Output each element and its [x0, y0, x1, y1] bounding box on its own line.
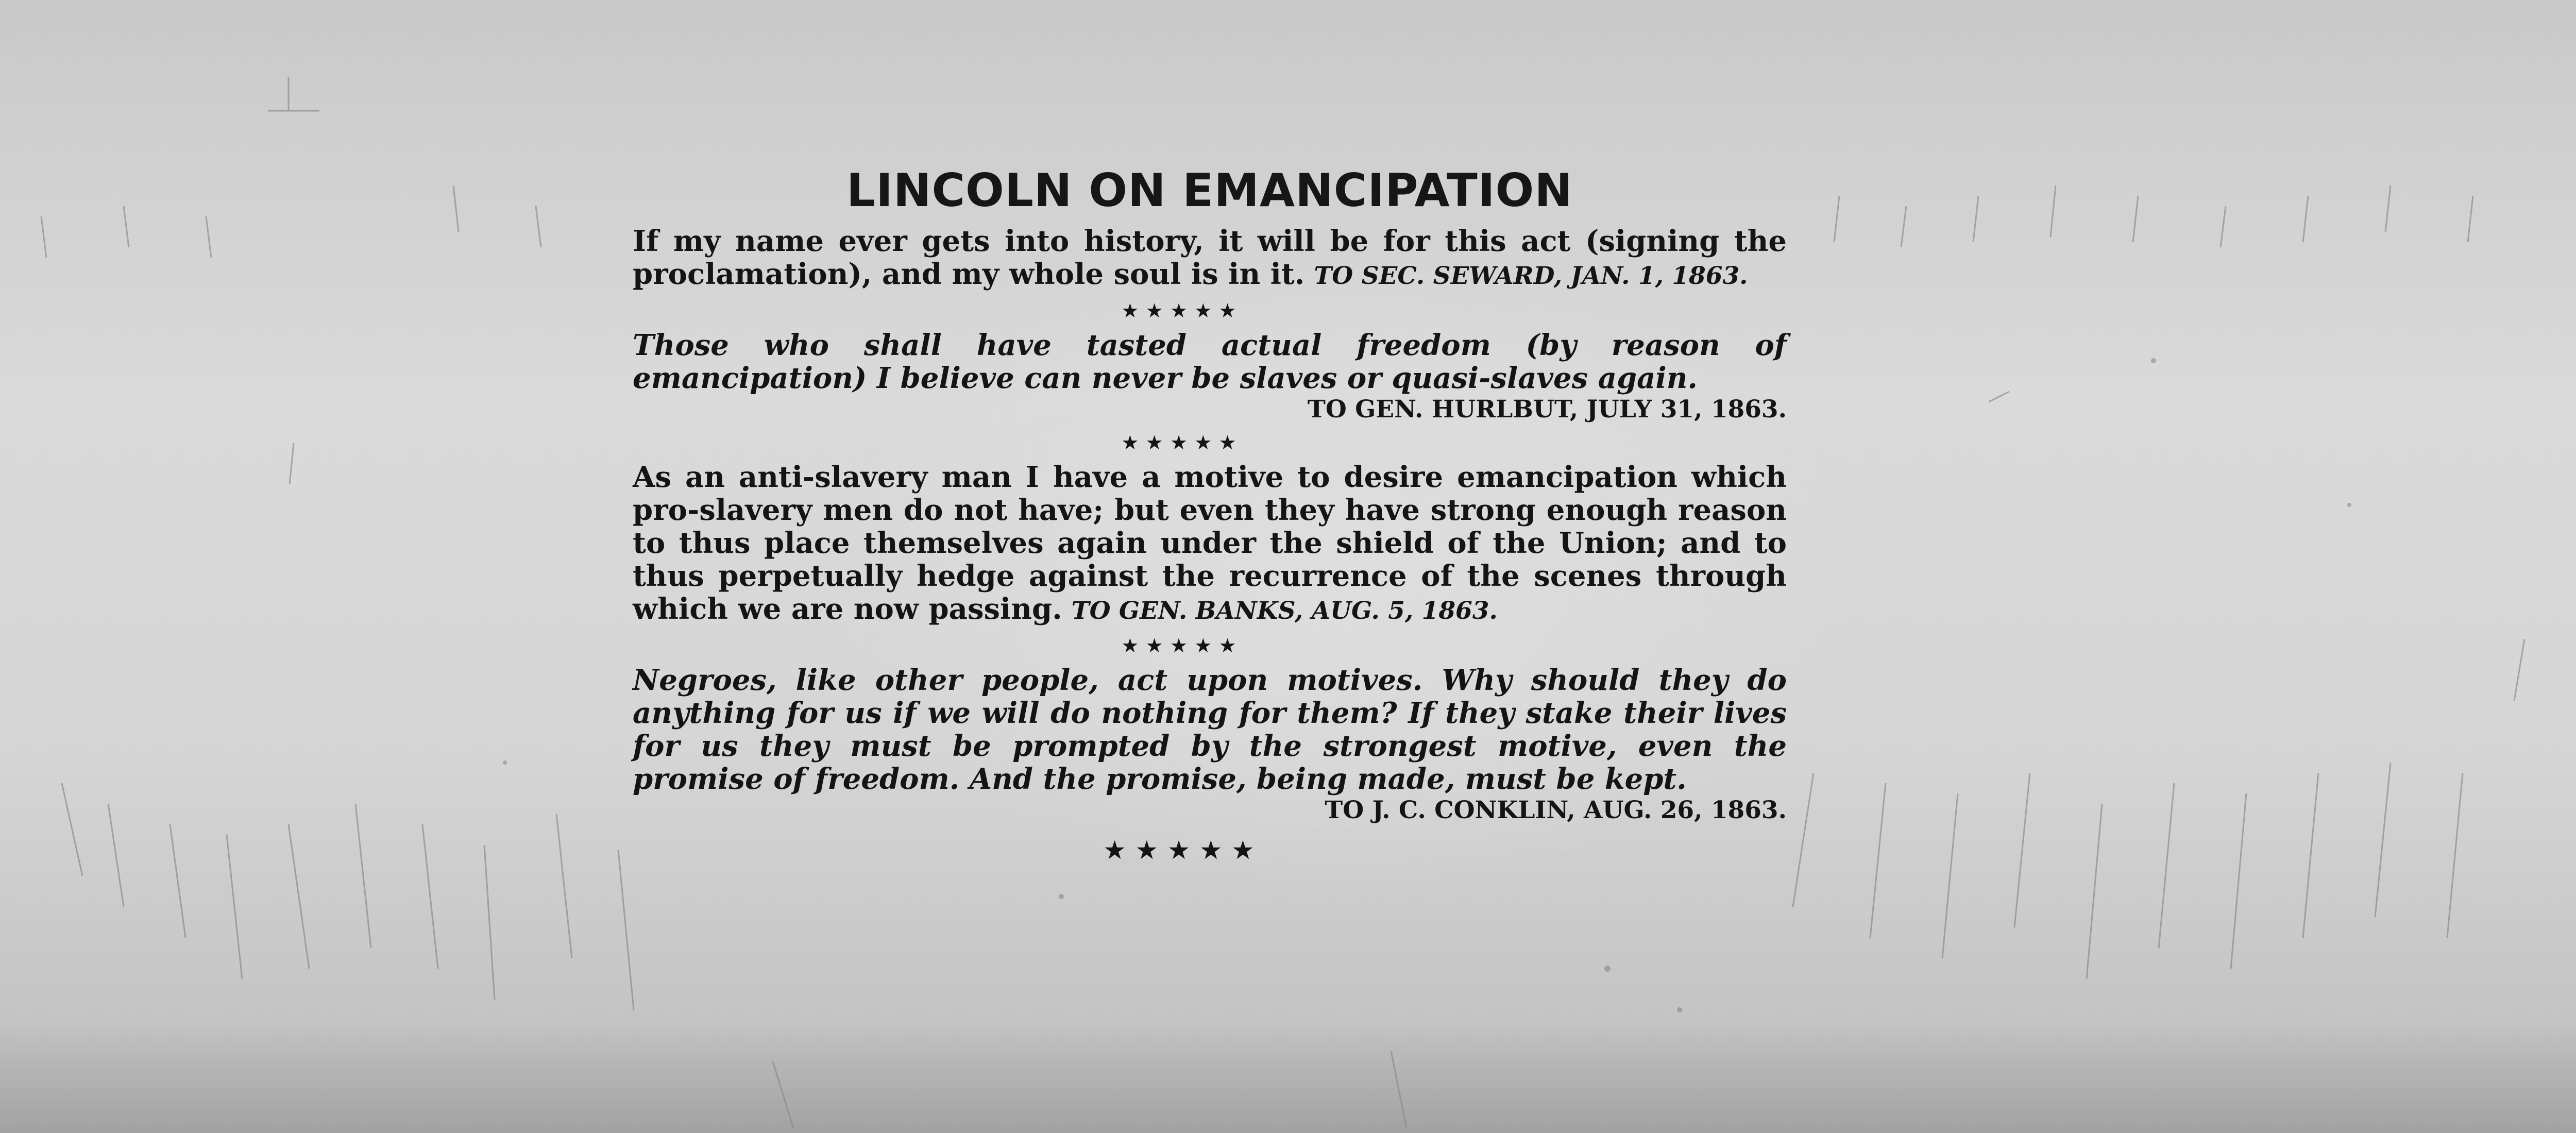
- quote-3-text: As an anti-slavery man I have a motive to desire emancipation which pro-slavery men do not have; but even they have strong enough reason to thus place themselves again under the shield of the Union; and to thus perpetually hedge against the recurrence of the scenes through which we are now passing.: [633, 460, 1787, 626]
- quote-2-source: TO GEN. HURLBUT, JULY 31, 1863.: [1307, 395, 1787, 424]
- quote-4-source: TO J. C. CONKLIN, AUG. 26, 1863.: [1325, 796, 1787, 824]
- quote-1-text: If my name ever gets into history, it will be for this act (signing the proclamation), and my whole soul is in it.: [633, 224, 1787, 291]
- quote-4: [633, 664, 1787, 825]
- article-title: LINCOLN ON EMANCIPATION: [846, 164, 1573, 217]
- quote-2-text: Those who shall have tasted actual freedom (by reason of emancipation) I believe can never be slaves or quasi-slaves again.: [633, 328, 1787, 395]
- quote-1: [633, 225, 1787, 293]
- separator-2: ★ ★ ★ ★ ★: [1121, 431, 1236, 454]
- quote-3: [633, 461, 1787, 628]
- quote-4-text: Negroes, like other people, act upon motives. Why should they do anything for us if we will do nothing for them? If they stake their lives for us they must be prompted by the strongest motive, even the promise of freedom. And the promise, being made, must be kept.: [633, 663, 1787, 796]
- quote-3-source: TO GEN. BANKS, AUG. 5, 1863.: [1071, 597, 1498, 625]
- article: [633, 160, 1787, 875]
- separator-4: ★ ★ ★ ★ ★: [1103, 835, 1255, 865]
- separator-3: ★ ★ ★ ★ ★: [1121, 634, 1236, 657]
- bottom-shadow: [0, 1020, 2576, 1133]
- separator-1: ★ ★ ★ ★ ★: [1121, 299, 1236, 322]
- quote-1-source: TO SEC. SEWARD, JAN. 1, 1863.: [1314, 262, 1748, 290]
- quote-2: [633, 329, 1787, 425]
